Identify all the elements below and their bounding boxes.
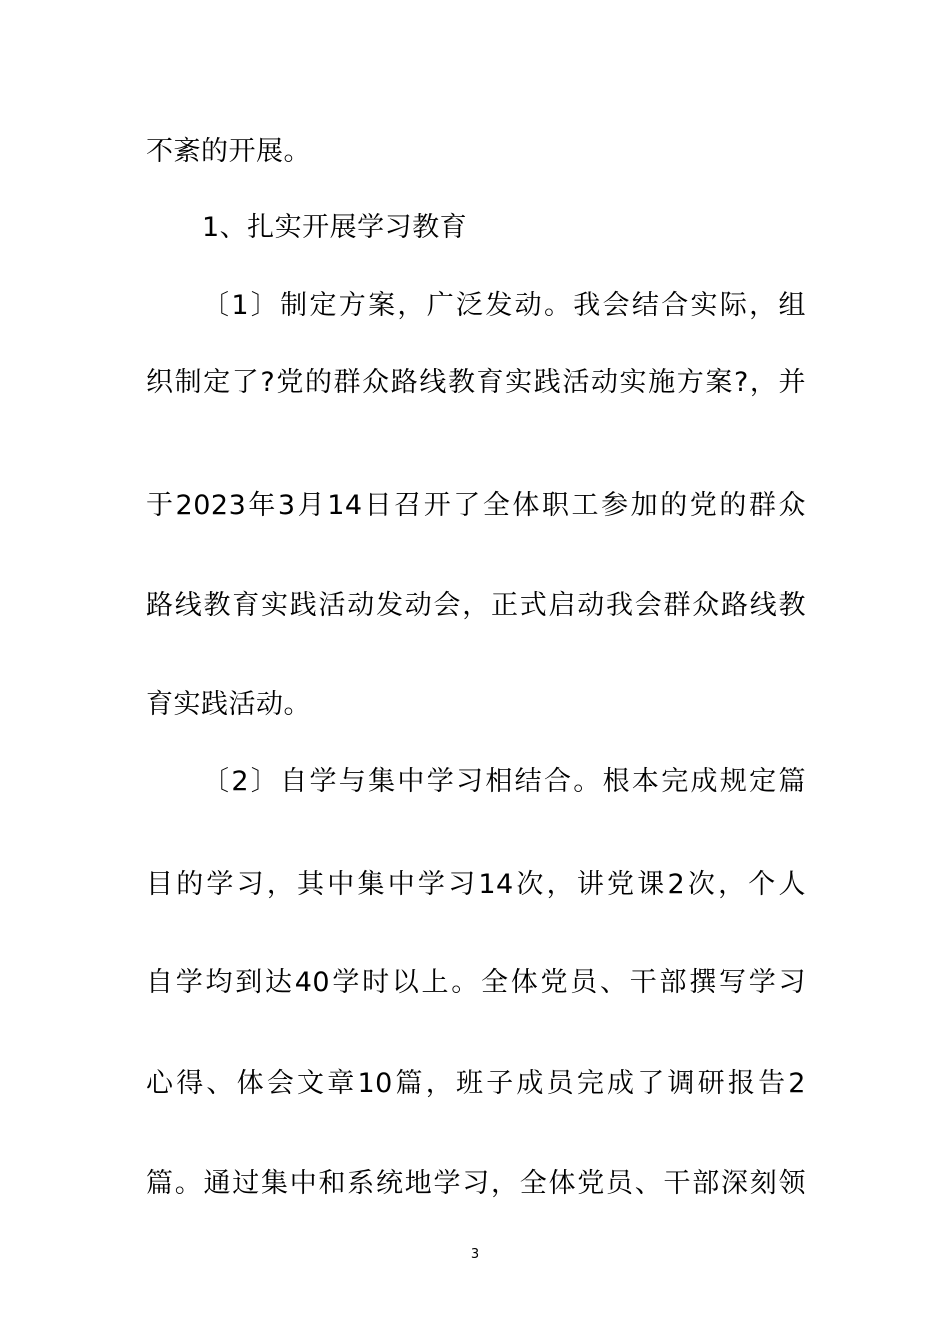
text-line: 育实践活动。 (146, 689, 311, 720)
page-number: 3 (470, 1247, 480, 1262)
text-line: 不紊的开展。 (146, 136, 311, 167)
text-line: 于2023年3月14日召开了全体职工参加的党的群众 (146, 490, 806, 521)
text-line: 路线教育实践活动发动会，正式启动我会群众路线教 (146, 590, 806, 621)
text-line: 〔1〕制定方案，广泛发动。我会结合实际，组 (202, 290, 806, 321)
text-line: 篇。通过集中和系统地学习，全体党员、干部深刻领 (146, 1168, 806, 1199)
text-line: 自学均到达40学时以上。全体党员、干部撰写学习 (146, 967, 806, 998)
text-line: 〔2〕自学与集中学习相结合。根本完成规定篇 (202, 766, 806, 797)
text-line: 织制定了?党的群众路线教育实践活动实施方案?，并 (146, 367, 806, 398)
text-line: 目的学习，其中集中学习14次，讲党课2次，个人 (146, 869, 806, 900)
section-heading: 1、扎实开展学习教育 (202, 212, 468, 243)
text-line: 心得、体会文章10篇，班子成员完成了调研报告2 (146, 1068, 806, 1099)
